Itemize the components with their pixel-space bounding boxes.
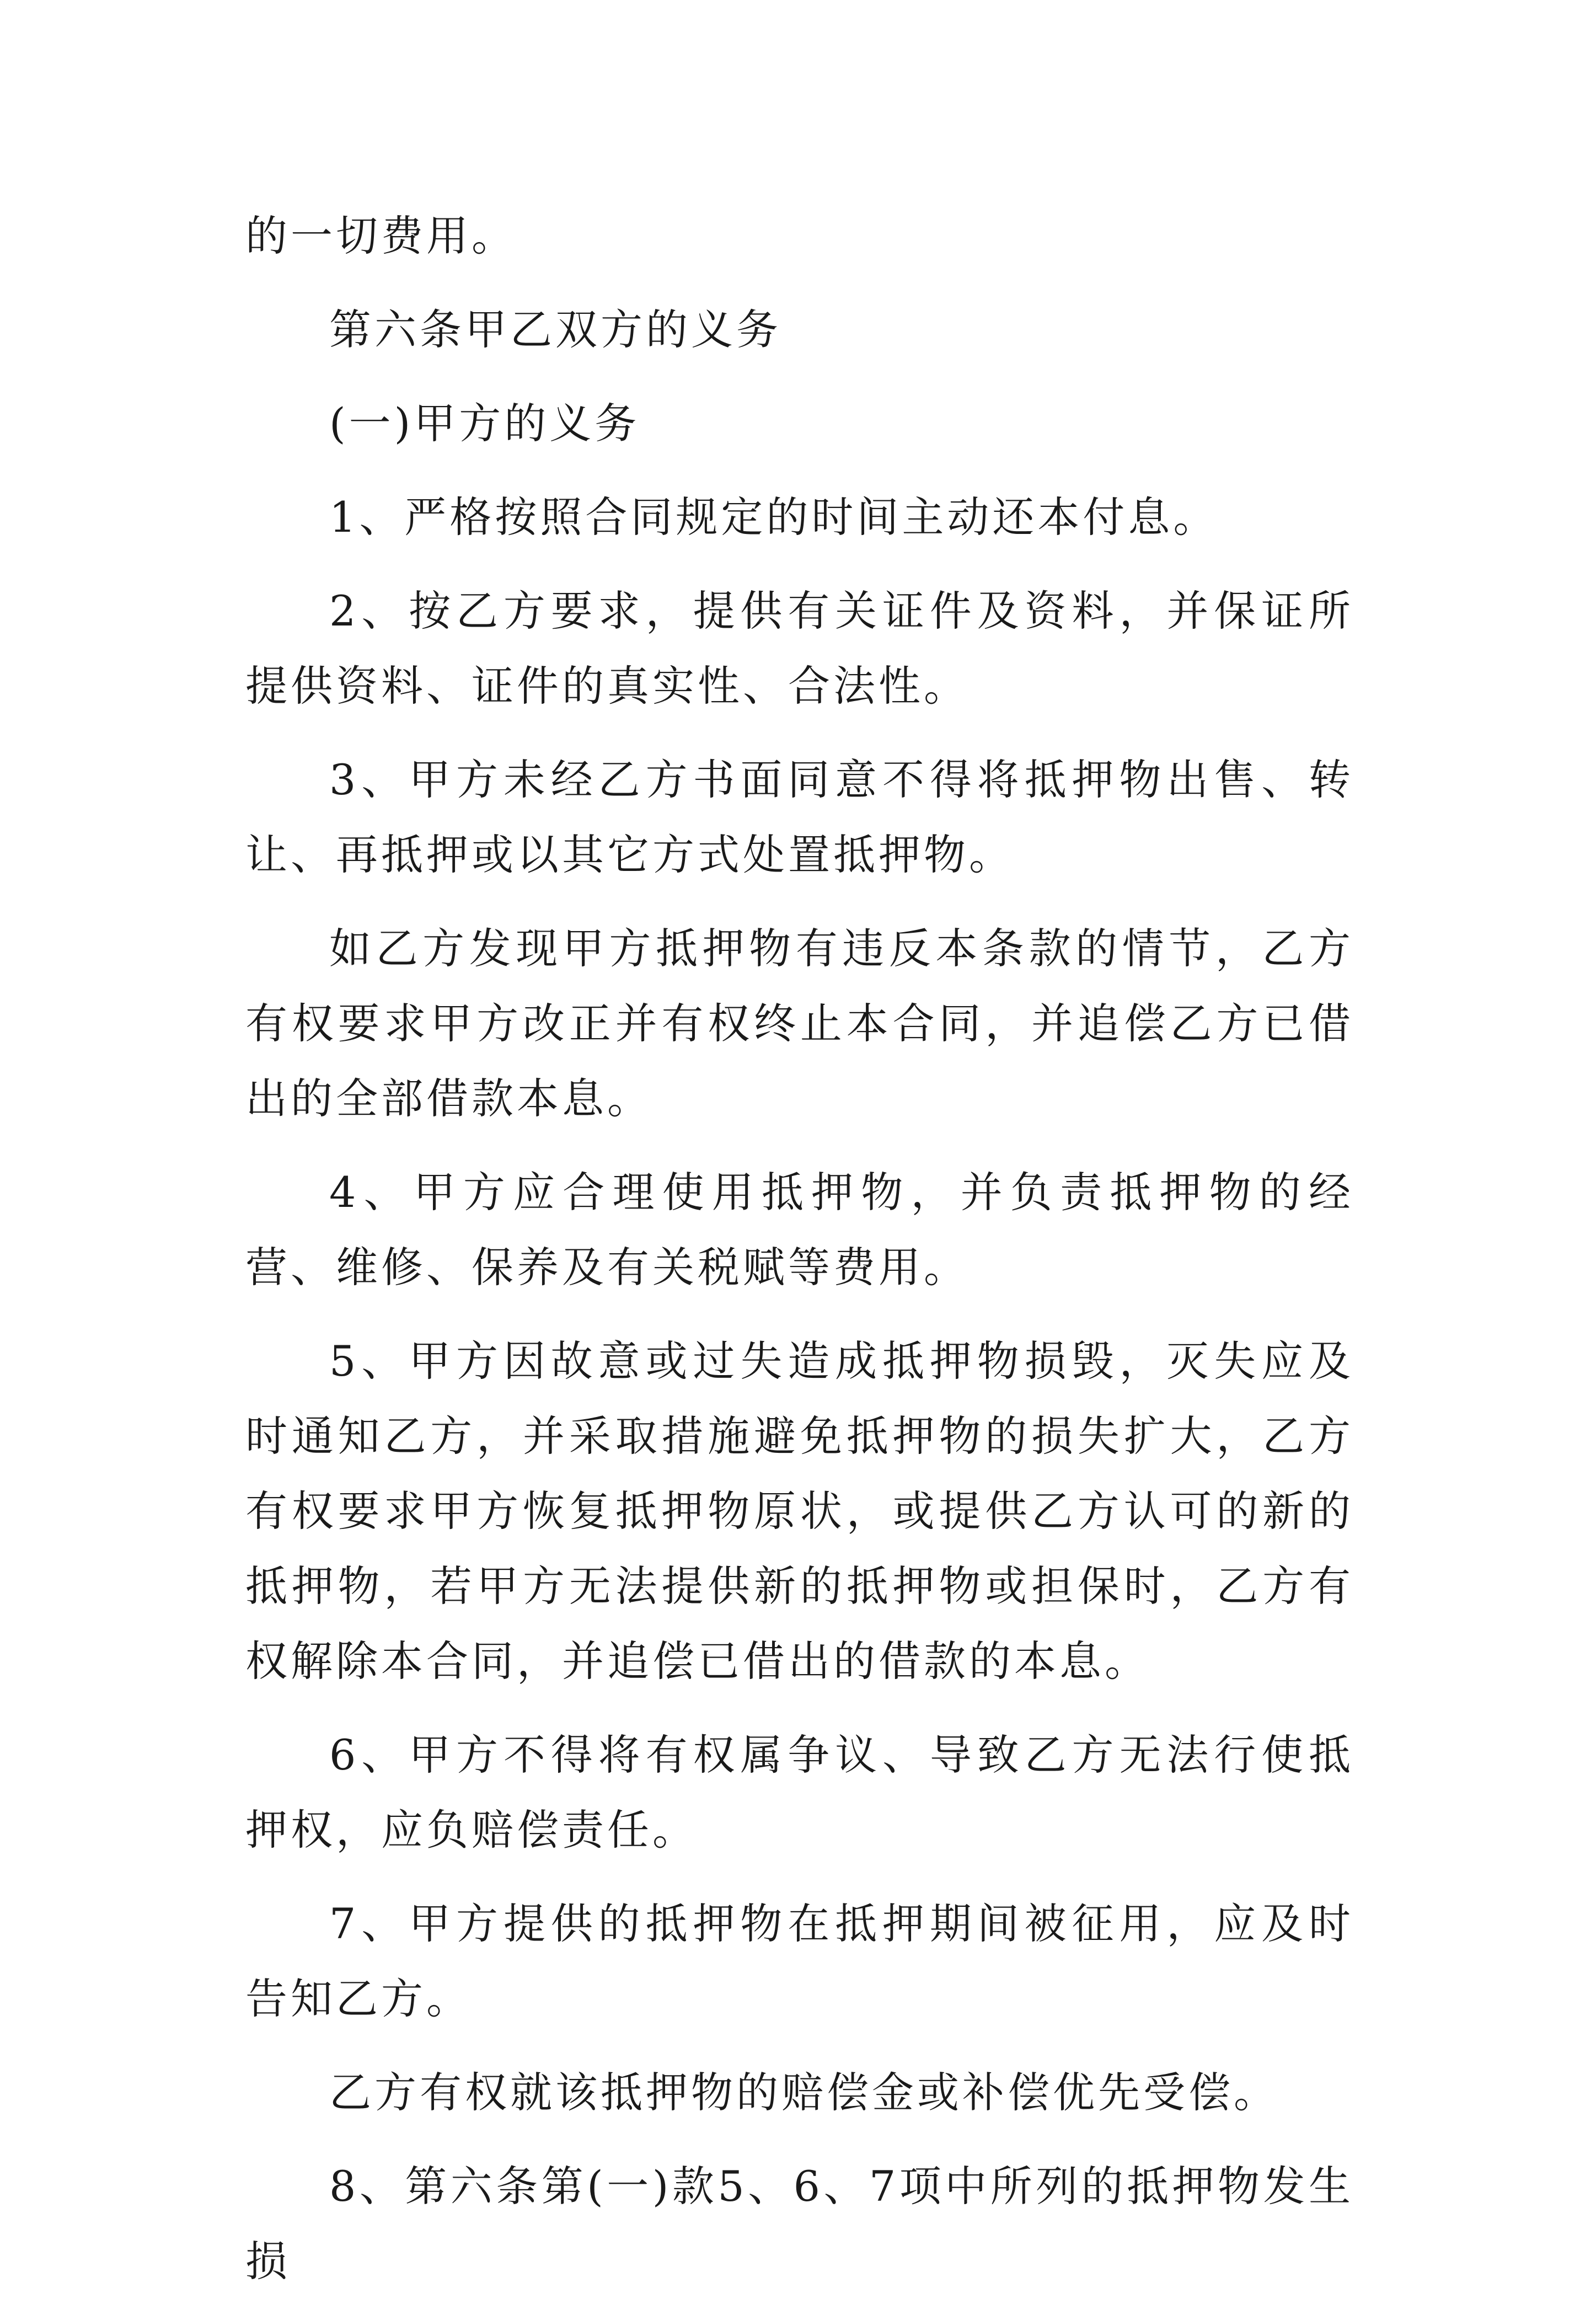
paragraph-continuation: 的一切费用。 [245,211,517,260]
clause-3-note: 如乙方发现甲方抵押物有违反本条款的情节，乙方有权要求甲方改正并有权终止本合同，并追偿乙方已借出的全部借款本息。 [245,924,1354,1123]
article-heading: 第六条甲乙双方的义务 [329,305,781,354]
clause-6: 6、甲方不得将有权属争议、导致乙方无法行使抵押权，应负赔偿责任。 [245,1730,1354,1854]
clause-7: 7、甲方提供的抵押物在抵押期间被征用，应及时告知乙方。 [245,1899,1354,2023]
clause-7-note: 乙方有权就该抵押物的赔偿金或补偿优先受偿。 [329,2068,1279,2117]
clause-8: 8、第六条第(一)款5、6、7项中所列的抵押物发生损 [245,2162,1354,2286]
clause-3: 3、甲方未经乙方书面同意不得将抵押物出售、转让、再抵押或以其它方式处置抵押物。 [245,755,1354,879]
clause-5: 5、甲方因故意或过失造成抵押物损毁，灭失应及时通知乙方，并采取措施避免抵押物的损失扩大，乙方有权要求甲方恢复抵押物原状，或提供乙方认可的新的抵押物，若甲方无法提供新的抵押物或担保时，乙方有权解除本合同，并追偿已借出的借款的本息。 [245,1336,1354,1686]
clause-4: 4、甲方应合理使用抵押物，并负责抵押物的经营、维修、保养及有关税赋等费用。 [245,1168,1354,1292]
clause-2: 2、按乙方要求，提供有关证件及资料，并保证所提供资料、证件的真实性、合法性。 [245,586,1354,710]
section-heading: (一)甲方的义务 [329,399,640,448]
clause-1: 1、严格按照合同规定的时间主动还本付息。 [329,493,1219,542]
document-body [245,199,1354,2299]
